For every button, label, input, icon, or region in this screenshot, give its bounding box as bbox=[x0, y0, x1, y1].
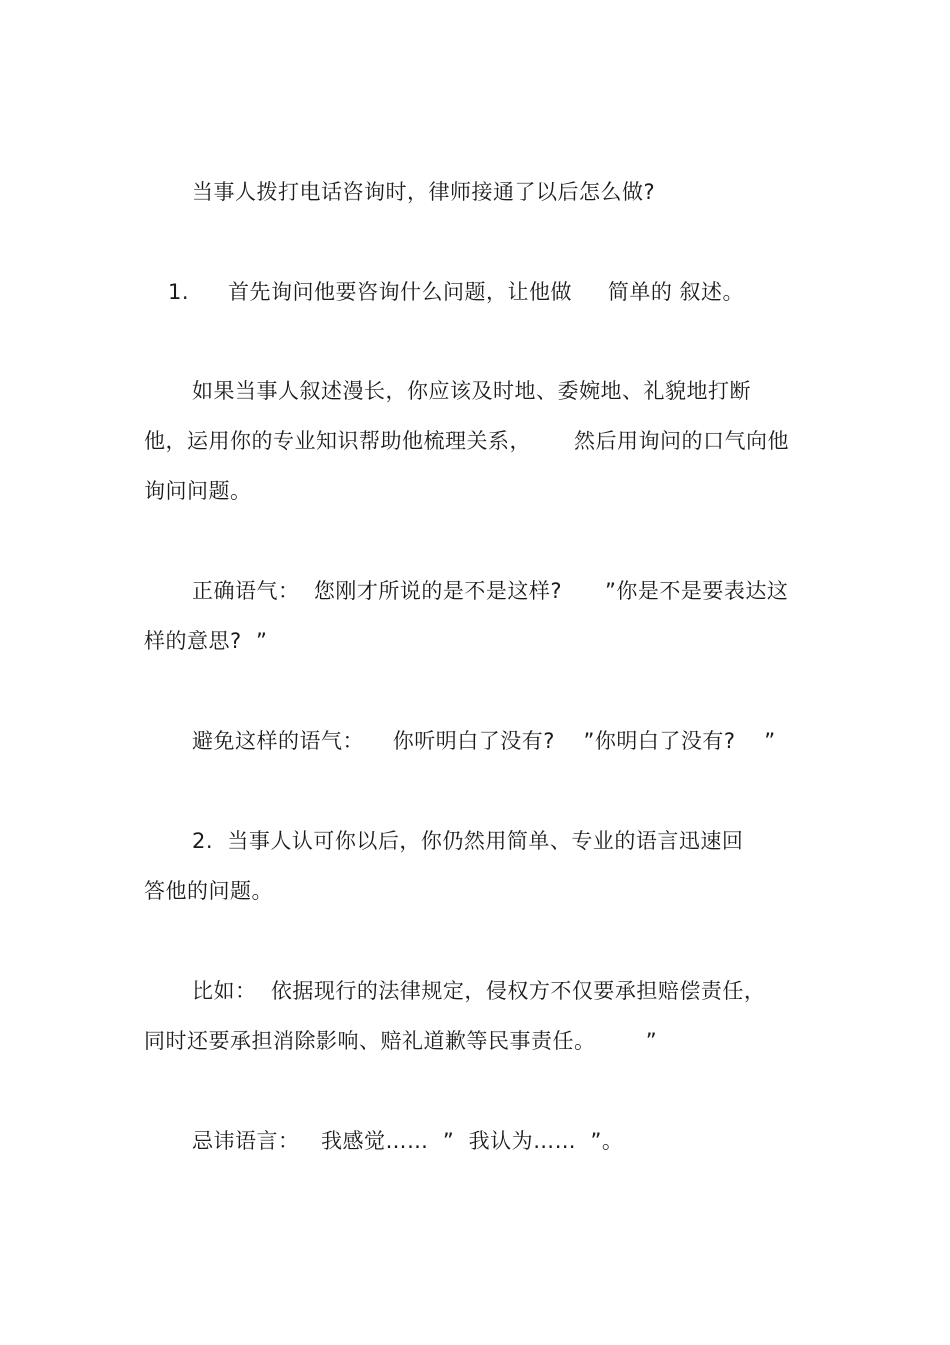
example-line-2: 同时还要承担消除影响、赔礼道歉等民事责任。 ” bbox=[144, 1029, 658, 1053]
question-heading: 当事人拨打电话咨询时，律师接通了以后怎么做? bbox=[192, 180, 656, 204]
correct-tone-line-2: 样的意思? ” bbox=[144, 629, 268, 653]
example-line-1: 比如： 依据现行的法律规定，侵权方不仅要承担赔偿责任， bbox=[192, 979, 766, 1003]
paragraph-1-line-1: 如果当事人叙述漫长，你应该及时地、委婉地、礼貌地打断 bbox=[192, 379, 751, 403]
item-2-line-2: 答他的问题。 bbox=[144, 879, 273, 903]
paragraph-1-line-3: 询问问题。 bbox=[144, 479, 252, 503]
avoid-tone-line: 避免这样的语气： 你听明白了没有? ”你明白了没有? ” bbox=[192, 729, 776, 753]
item-1-number: 1. bbox=[168, 280, 190, 304]
correct-tone-line-1: 正确语气： 您刚才所说的是不是这样? ”你是不是要表达这 bbox=[192, 579, 789, 603]
item-1-text: 首先询问他要咨询什么问题，让他做 简单的 叙述。 bbox=[228, 280, 745, 304]
item-2-line-1: 2. 当事人认可你以后，你仍然用简单、专业的语言迅速回 bbox=[192, 829, 744, 853]
paragraph-1-line-2: 他，运用你的专业知识帮助他梳理关系， 然后用询问的口气向他 bbox=[144, 429, 790, 453]
taboo-language-line: 忌讳语言： 我感觉…… ” 我认为…… ”。 bbox=[192, 1129, 624, 1153]
